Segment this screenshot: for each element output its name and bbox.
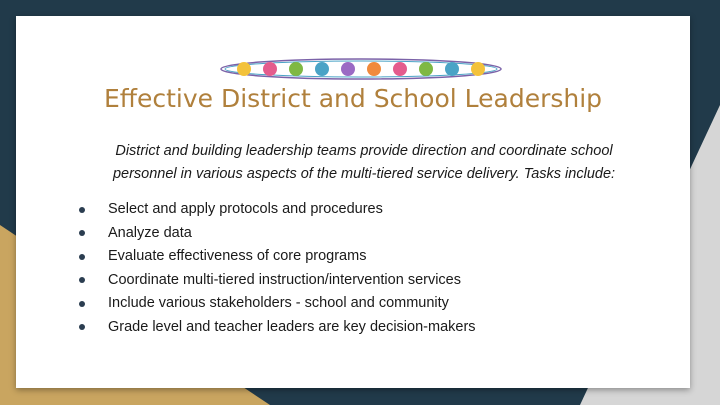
bullet-icon bbox=[79, 230, 85, 236]
task-text: Evaluate effectiveness of core programs bbox=[108, 248, 367, 264]
logo-letter-badge bbox=[471, 62, 485, 76]
logo-letter-badge bbox=[393, 62, 407, 76]
bullet-icon bbox=[79, 207, 85, 213]
logo-letter-badge bbox=[289, 62, 303, 76]
task-item bbox=[79, 245, 476, 269]
bullet-icon bbox=[79, 301, 85, 307]
logo-letter-badge bbox=[341, 62, 355, 76]
task-item bbox=[79, 198, 476, 222]
task-item bbox=[79, 316, 476, 340]
task-item bbox=[79, 269, 476, 293]
task-text: Select and apply protocols and procedures bbox=[108, 201, 383, 217]
intro-line-2: personnel in various aspects of the multi-tiered service delivery. Tasks include: bbox=[112, 166, 616, 182]
task-list bbox=[79, 198, 476, 339]
task-text: Include various stakeholders - school and community bbox=[108, 295, 449, 311]
bullet-icon bbox=[79, 324, 85, 330]
task-item bbox=[79, 222, 476, 246]
logo-letter-badge bbox=[263, 62, 277, 76]
task-item bbox=[79, 292, 476, 316]
intro-line-1: District and building leadership teams provide direction and coordinate school bbox=[115, 143, 613, 159]
slide-title: Effective District and School Leadership bbox=[103, 84, 603, 113]
logo-letter-badge bbox=[445, 62, 459, 76]
logo-letter-badge bbox=[315, 62, 329, 76]
logo-letter-badge bbox=[367, 62, 381, 76]
logo-letter-badge bbox=[237, 62, 251, 76]
logo-letter-badge bbox=[419, 62, 433, 76]
intro-text bbox=[84, 140, 644, 186]
slide bbox=[16, 16, 690, 388]
task-text: Grade level and teacher leaders are key decision-makers bbox=[108, 318, 476, 335]
bullet-icon bbox=[79, 277, 85, 283]
task-text: Analyze data bbox=[108, 224, 192, 241]
task-text: Coordinate multi-tiered instruction/intervention services bbox=[108, 271, 461, 288]
bullet-icon bbox=[79, 254, 85, 260]
